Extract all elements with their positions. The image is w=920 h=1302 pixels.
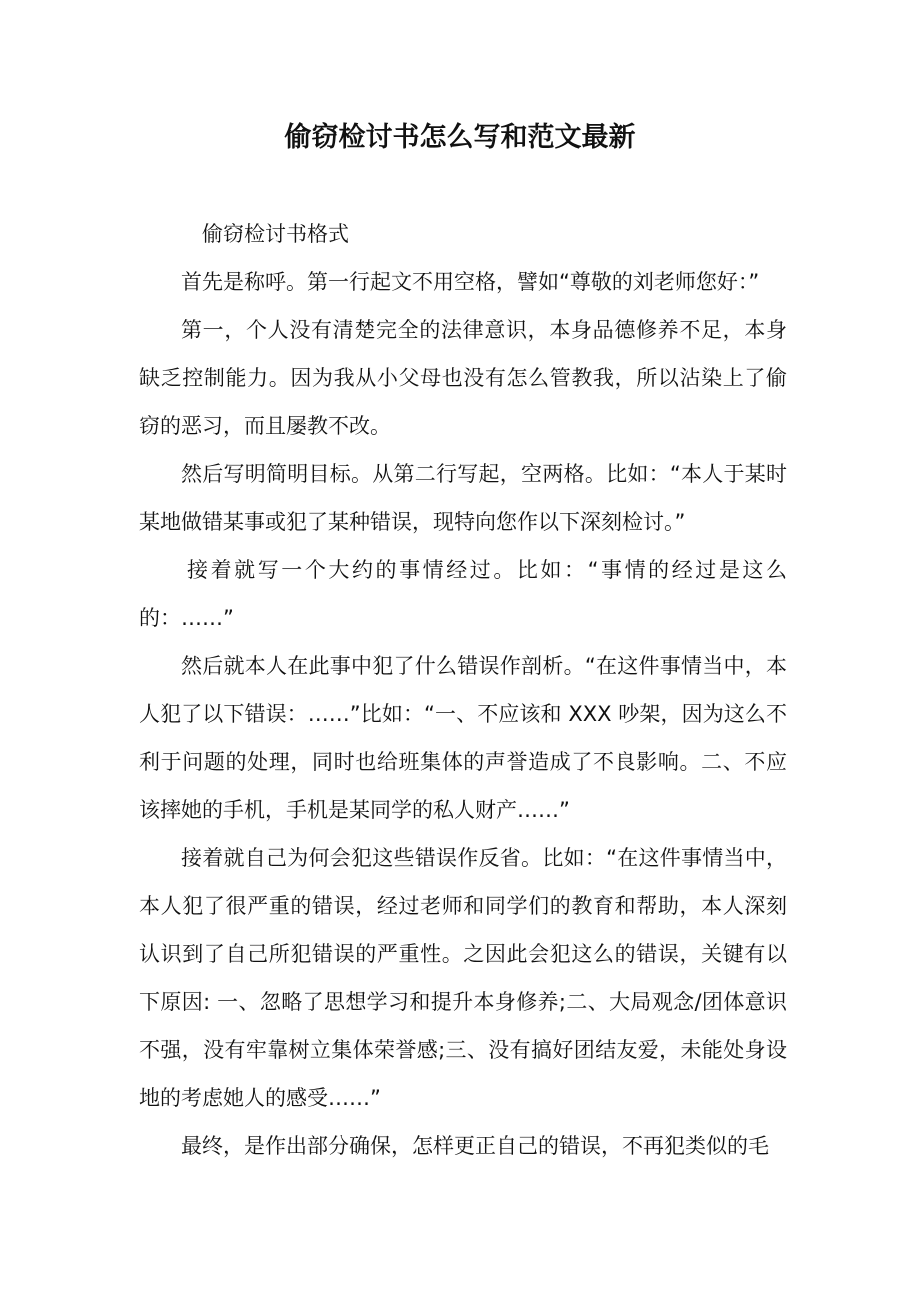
paragraph-first-reason: 第一，个人没有清楚完全的法律意识，本身品德修养不足，本身缺乏控制能力。因为我从小父母也没有怎么管教我，所以沾染上了偷窃的恶习，而且屡教不改。 bbox=[139, 318, 787, 438]
paragraph-guarantee: 最终，是作出部分确保，怎样更正自己的错误，不再犯类似的毛 bbox=[181, 1134, 769, 1158]
paragraph-format-heading: 偷窃检讨书格式 bbox=[202, 222, 349, 246]
paragraph-reflection: 接着就自己为何会犯这些错误作反省。比如：“在这件事情当中，本人犯了很严重的错误，经过老师和同学们的教育和帮助，本人深刻认识到了自己所犯错误的严重性。之因此会犯这么的错误，关键有以下原因: 一、忽略了思想学习和提升本身修养;二、大局观念/团体意识不强，没有牢靠树立集体荣誉感;三、没有搞好团结友爱，未能处身设地的考虑她人的感受……” bbox=[139, 846, 787, 1110]
paragraph-process: 接着就写一个大约的事情经过。比如：“事情的经过是这么的：……” bbox=[139, 558, 787, 630]
document-body bbox=[139, 210, 787, 1170]
document-title: 偷窃检讨书怎么写和范文最新 bbox=[284, 122, 636, 153]
paragraph-analysis: 然后就本人在此事中犯了什么错误作剖析。“在这件事情当中，本人犯了以下错误：……”比如：“一、不应该和 XXX 吵架，因为这么不利于问题的处理，同时也给班集体的声誉造成了不良影响。二、不应该摔她的手机，手机是某同学的私人财产……” bbox=[139, 654, 787, 822]
paragraph-salutation: 首先是称呼。第一行起文不用空格，譬如“尊敬的刘老师您好：” bbox=[181, 270, 760, 294]
paragraph-purpose: 然后写明简明目标。从第二行写起，空两格。比如：“本人于某时某地做错某事或犯了某种错误，现特向您作以下深刻检讨。” bbox=[139, 462, 787, 534]
